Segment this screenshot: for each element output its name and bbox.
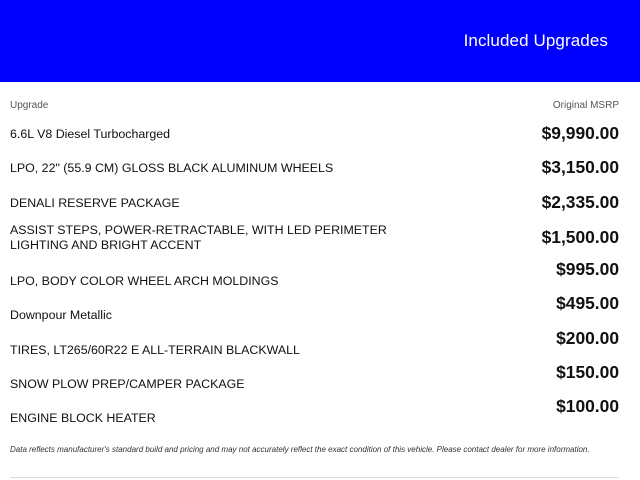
upgrade-row xyxy=(10,151,619,185)
upgrade-name: LPO, BODY COLOR WHEEL ARCH MOLDINGS xyxy=(10,273,279,288)
upgrade-name: ASSIST STEPS, POWER-RETRACTABLE, WITH LED PERIMETER LIGHTING AND BRIGHT ACCENT xyxy=(10,223,387,252)
upgrade-name: SNOW PLOW PREP/CAMPER PACKAGE xyxy=(10,376,245,391)
upgrade-name: TIRES, LT265/60R22 E ALL-TERRAIN BLACKWALL xyxy=(10,342,300,357)
upgrade-row xyxy=(10,293,619,327)
upgrade-row xyxy=(10,117,619,151)
upgrade-row xyxy=(10,259,619,293)
upgrade-price: $995.00 xyxy=(556,258,619,279)
upgrade-name: LPO, 22" (55.9 CM) GLOSS BLACK ALUMINUM WHEELS xyxy=(10,161,334,176)
upgrade-row xyxy=(10,186,619,220)
upgrade-row xyxy=(10,362,619,396)
upgrade-name: ENGINE BLOCK HEATER xyxy=(10,411,156,426)
footer-divider xyxy=(10,477,619,478)
upgrade-price: $9,990.00 xyxy=(541,123,619,143)
upgrade-name: Downpour Metallic xyxy=(10,308,112,323)
upgrade-row xyxy=(10,396,619,430)
upgrade-price: $2,335.00 xyxy=(541,191,619,212)
upgrade-name: 6.6L V8 Diesel Turbocharged xyxy=(10,127,171,141)
upgrade-price: $150.00 xyxy=(556,361,619,382)
header-title: Included Upgrades xyxy=(463,31,608,50)
upgrade-list xyxy=(10,117,619,431)
upgrade-price: $1,500.00 xyxy=(541,227,619,248)
upgrade-price: $495.00 xyxy=(556,293,619,314)
upgrade-price: $200.00 xyxy=(556,327,619,348)
column-header-upgrade: Upgrade xyxy=(10,100,49,111)
disclaimer-text: Data reflects manufacturer's standard build and pricing and may not accurately reflect the exact condition of this vehicle. Please contact dealer for more information. xyxy=(10,445,590,454)
upgrade-price: $100.00 xyxy=(556,396,619,417)
column-header-msrp: Original MSRP xyxy=(552,100,619,111)
upgrade-row xyxy=(10,220,619,259)
column-headers xyxy=(10,100,619,112)
upgrade-name: DENALI RESERVE PACKAGE xyxy=(10,195,180,210)
upgrade-price: $3,150.00 xyxy=(541,157,619,178)
upgrade-row xyxy=(10,328,619,362)
header-bar xyxy=(0,0,640,82)
